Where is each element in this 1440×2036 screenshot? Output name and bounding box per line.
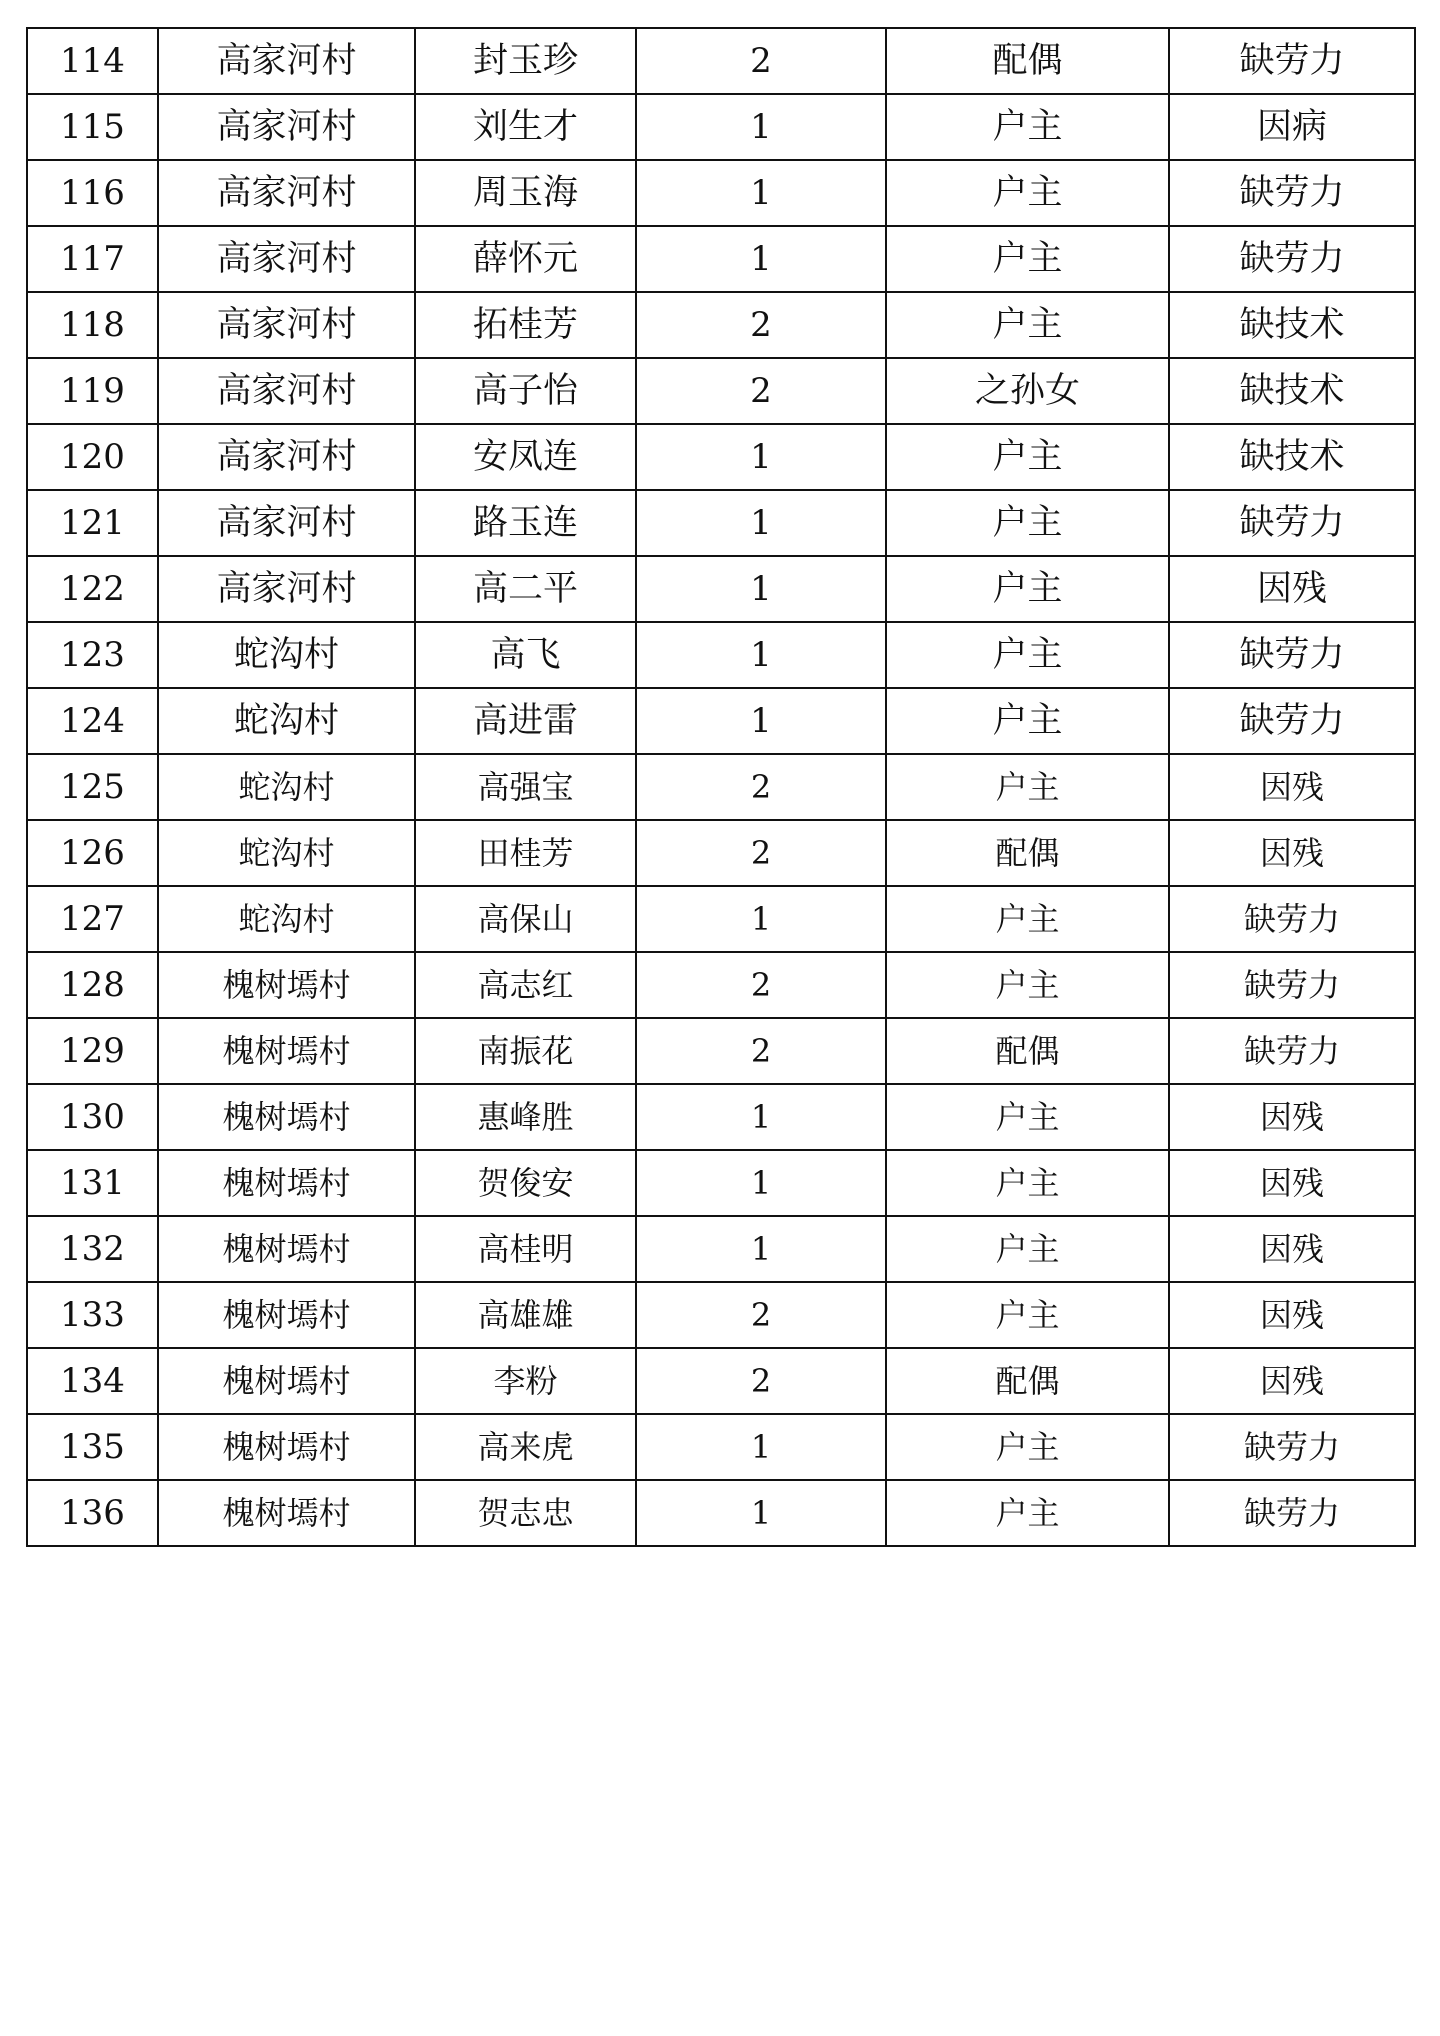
poverty-reason-cell: 因残 <box>1169 1282 1415 1348</box>
table-row <box>27 886 1415 952</box>
poverty-reason-cell: 缺劳力 <box>1169 622 1415 688</box>
row-number-cell: 130 <box>27 1084 158 1150</box>
poverty-reason-cell: 缺劳力 <box>1169 1414 1415 1480</box>
person-name-cell: 高桂明 <box>415 1216 636 1282</box>
poverty-reason-cell: 因残 <box>1169 556 1415 622</box>
relation-cell: 户主 <box>886 160 1169 226</box>
household-count-cell: 2 <box>636 1018 886 1084</box>
relation-cell: 户主 <box>886 754 1169 820</box>
poverty-reason-cell: 因病 <box>1169 94 1415 160</box>
relation-cell: 户主 <box>886 952 1169 1018</box>
household-count-cell: 2 <box>636 1348 886 1414</box>
village-cell: 高家河村 <box>158 292 415 358</box>
person-name-cell: 李粉 <box>415 1348 636 1414</box>
village-cell: 槐树墕村 <box>158 1348 415 1414</box>
row-number-cell: 134 <box>27 1348 158 1414</box>
person-name-cell: 薛怀元 <box>415 226 636 292</box>
person-name-cell: 惠峰胜 <box>415 1084 636 1150</box>
poverty-reason-cell: 缺技术 <box>1169 424 1415 490</box>
poverty-reason-cell: 缺劳力 <box>1169 226 1415 292</box>
household-count-cell: 1 <box>636 490 886 556</box>
poverty-reason-cell: 因残 <box>1169 1150 1415 1216</box>
relation-cell: 户主 <box>886 1480 1169 1546</box>
relation-cell: 户主 <box>886 688 1169 754</box>
table-row <box>27 358 1415 424</box>
village-cell: 槐树墕村 <box>158 1414 415 1480</box>
relation-cell: 配偶 <box>886 28 1169 94</box>
relation-cell: 户主 <box>886 1150 1169 1216</box>
person-name-cell: 高二平 <box>415 556 636 622</box>
household-count-cell: 1 <box>636 1216 886 1282</box>
table-row <box>27 754 1415 820</box>
household-count-cell: 2 <box>636 952 886 1018</box>
row-number-cell: 131 <box>27 1150 158 1216</box>
household-count-cell: 1 <box>636 94 886 160</box>
village-cell: 蛇沟村 <box>158 886 415 952</box>
row-number-cell: 124 <box>27 688 158 754</box>
person-name-cell: 刘生才 <box>415 94 636 160</box>
person-name-cell: 高进雷 <box>415 688 636 754</box>
poverty-reason-cell: 缺劳力 <box>1169 688 1415 754</box>
person-name-cell: 高来虎 <box>415 1414 636 1480</box>
relation-cell: 户主 <box>886 1216 1169 1282</box>
household-count-cell: 1 <box>636 226 886 292</box>
poverty-reason-cell: 缺劳力 <box>1169 28 1415 94</box>
table-row <box>27 1150 1415 1216</box>
household-count-cell: 2 <box>636 754 886 820</box>
household-count-cell: 2 <box>636 292 886 358</box>
person-name-cell: 封玉珍 <box>415 28 636 94</box>
poverty-reason-cell: 因残 <box>1169 1348 1415 1414</box>
person-name-cell: 高飞 <box>415 622 636 688</box>
village-cell: 高家河村 <box>158 424 415 490</box>
village-cell: 蛇沟村 <box>158 688 415 754</box>
household-count-cell: 2 <box>636 358 886 424</box>
relation-cell: 配偶 <box>886 1348 1169 1414</box>
row-number-cell: 127 <box>27 886 158 952</box>
village-cell: 蛇沟村 <box>158 820 415 886</box>
row-number-cell: 123 <box>27 622 158 688</box>
relation-cell: 户主 <box>886 1084 1169 1150</box>
village-cell: 槐树墕村 <box>158 1150 415 1216</box>
relation-cell: 户主 <box>886 424 1169 490</box>
relation-cell: 配偶 <box>886 820 1169 886</box>
row-number-cell: 119 <box>27 358 158 424</box>
poverty-reason-cell: 因残 <box>1169 1084 1415 1150</box>
relation-cell: 户主 <box>886 226 1169 292</box>
row-number-cell: 118 <box>27 292 158 358</box>
row-number-cell: 114 <box>27 28 158 94</box>
table-row <box>27 820 1415 886</box>
table-row <box>27 226 1415 292</box>
household-count-cell: 1 <box>636 1084 886 1150</box>
relation-cell: 户主 <box>886 94 1169 160</box>
person-name-cell: 贺俊安 <box>415 1150 636 1216</box>
table-row <box>27 160 1415 226</box>
table-row <box>27 1216 1415 1282</box>
table-row <box>27 1480 1415 1546</box>
person-name-cell: 高子怡 <box>415 358 636 424</box>
table-row <box>27 94 1415 160</box>
row-number-cell: 117 <box>27 226 158 292</box>
household-count-cell: 1 <box>636 1480 886 1546</box>
table-row <box>27 1282 1415 1348</box>
person-name-cell: 田桂芳 <box>415 820 636 886</box>
row-number-cell: 132 <box>27 1216 158 1282</box>
person-name-cell: 拓桂芳 <box>415 292 636 358</box>
household-count-cell: 2 <box>636 1282 886 1348</box>
table-row <box>27 1414 1415 1480</box>
table-row <box>27 424 1415 490</box>
poverty-reason-cell: 因残 <box>1169 1216 1415 1282</box>
village-cell: 高家河村 <box>158 226 415 292</box>
poverty-reason-cell: 缺劳力 <box>1169 1018 1415 1084</box>
person-name-cell: 高雄雄 <box>415 1282 636 1348</box>
poverty-reason-cell: 因残 <box>1169 820 1415 886</box>
row-number-cell: 128 <box>27 952 158 1018</box>
relation-cell: 户主 <box>886 556 1169 622</box>
table-row <box>27 1084 1415 1150</box>
village-cell: 蛇沟村 <box>158 622 415 688</box>
row-number-cell: 120 <box>27 424 158 490</box>
village-cell: 高家河村 <box>158 556 415 622</box>
poverty-reason-cell: 缺技术 <box>1169 292 1415 358</box>
village-cell: 高家河村 <box>158 94 415 160</box>
row-number-cell: 126 <box>27 820 158 886</box>
relation-cell: 户主 <box>886 886 1169 952</box>
poverty-reason-cell: 缺劳力 <box>1169 160 1415 226</box>
village-cell: 高家河村 <box>158 490 415 556</box>
relation-cell: 户主 <box>886 1282 1169 1348</box>
person-name-cell: 安凤连 <box>415 424 636 490</box>
row-number-cell: 116 <box>27 160 158 226</box>
row-number-cell: 115 <box>27 94 158 160</box>
household-count-cell: 2 <box>636 28 886 94</box>
household-count-cell: 2 <box>636 820 886 886</box>
village-cell: 高家河村 <box>158 160 415 226</box>
village-cell: 槐树墕村 <box>158 1282 415 1348</box>
table-row <box>27 1018 1415 1084</box>
row-number-cell: 121 <box>27 490 158 556</box>
person-name-cell: 贺志忠 <box>415 1480 636 1546</box>
table-row <box>27 622 1415 688</box>
poverty-reason-cell: 缺技术 <box>1169 358 1415 424</box>
person-name-cell: 高保山 <box>415 886 636 952</box>
household-count-cell: 1 <box>636 886 886 952</box>
household-count-cell: 1 <box>636 1150 886 1216</box>
household-count-cell: 1 <box>636 160 886 226</box>
village-cell: 槐树墕村 <box>158 1018 415 1084</box>
household-count-cell: 1 <box>636 622 886 688</box>
table-row <box>27 556 1415 622</box>
table-row <box>27 292 1415 358</box>
poverty-reason-cell: 缺劳力 <box>1169 490 1415 556</box>
poverty-reason-cell: 因残 <box>1169 754 1415 820</box>
relation-cell: 配偶 <box>886 1018 1169 1084</box>
table-row <box>27 688 1415 754</box>
village-cell: 槐树墕村 <box>158 1480 415 1546</box>
village-cell: 高家河村 <box>158 28 415 94</box>
table-row <box>27 490 1415 556</box>
table-body <box>27 28 1415 1546</box>
household-count-cell: 1 <box>636 1414 886 1480</box>
village-cell: 槐树墕村 <box>158 952 415 1018</box>
row-number-cell: 122 <box>27 556 158 622</box>
household-count-cell: 1 <box>636 556 886 622</box>
relation-cell: 之孙女 <box>886 358 1169 424</box>
row-number-cell: 136 <box>27 1480 158 1546</box>
relation-cell: 户主 <box>886 622 1169 688</box>
row-number-cell: 133 <box>27 1282 158 1348</box>
relation-cell: 户主 <box>886 490 1169 556</box>
person-name-cell: 高志红 <box>415 952 636 1018</box>
poverty-reason-cell: 缺劳力 <box>1169 952 1415 1018</box>
relation-cell: 户主 <box>886 292 1169 358</box>
table-row <box>27 28 1415 94</box>
village-cell: 槐树墕村 <box>158 1216 415 1282</box>
village-cell: 高家河村 <box>158 358 415 424</box>
village-cell: 蛇沟村 <box>158 754 415 820</box>
table-row <box>27 952 1415 1018</box>
person-name-cell: 高强宝 <box>415 754 636 820</box>
household-count-cell: 1 <box>636 424 886 490</box>
poverty-reason-cell: 缺劳力 <box>1169 886 1415 952</box>
row-number-cell: 125 <box>27 754 158 820</box>
row-number-cell: 129 <box>27 1018 158 1084</box>
person-name-cell: 周玉海 <box>415 160 636 226</box>
person-name-cell: 路玉连 <box>415 490 636 556</box>
poverty-reason-cell: 缺劳力 <box>1169 1480 1415 1546</box>
poverty-household-table <box>26 27 1416 1547</box>
relation-cell: 户主 <box>886 1414 1169 1480</box>
household-count-cell: 1 <box>636 688 886 754</box>
person-name-cell: 南振花 <box>415 1018 636 1084</box>
village-cell: 槐树墕村 <box>158 1084 415 1150</box>
row-number-cell: 135 <box>27 1414 158 1480</box>
table-row <box>27 1348 1415 1414</box>
